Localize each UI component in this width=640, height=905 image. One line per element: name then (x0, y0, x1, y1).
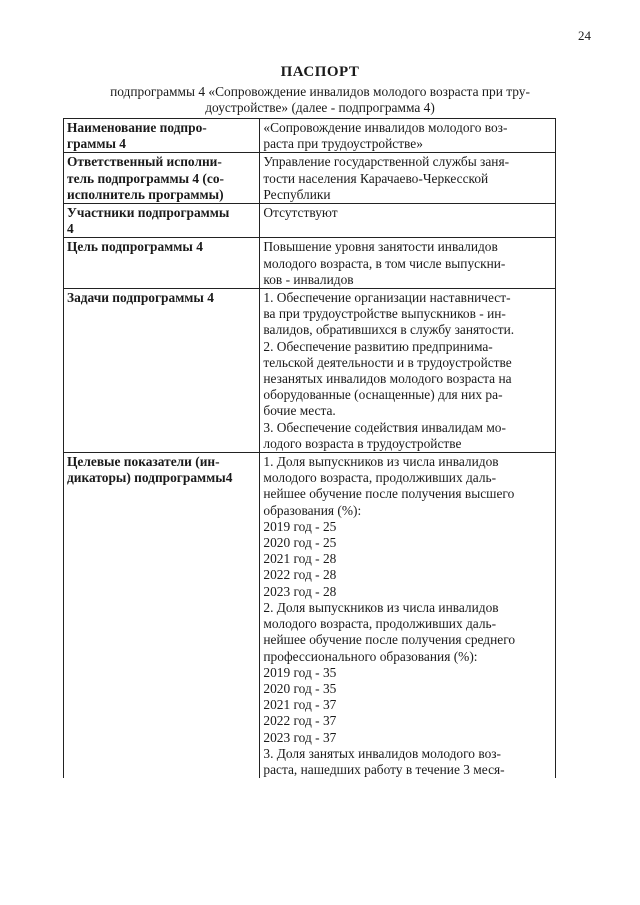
row-label-line: Задачи подпрограммы 4 (67, 290, 214, 306)
row-value-cell (260, 119, 556, 153)
row-value-line: молодого возраста, продолживших даль- (263, 470, 497, 486)
row-label-cell (64, 119, 260, 153)
row-value-line: 3. Обеспечение содействия инвалидам мо- (263, 419, 506, 435)
row-label-line: тель подпрограммы 4 (со- (67, 170, 224, 186)
row-value-line: ков - инвалидов (263, 271, 354, 287)
row-value-line: валидов, обратившихся в службу занятости. (263, 322, 515, 338)
passport-table (63, 118, 556, 778)
row-value-line: 2020 год - 35 (263, 680, 337, 696)
row-label-line: Цель подпрограммы 4 (67, 239, 203, 255)
row-value-line: нейшее обучение после получения среднего (263, 632, 516, 648)
row-value-line: лодого возраста в трудоустройстве (263, 435, 462, 451)
row-value-line: 2023 год - 37 (263, 729, 337, 745)
row-value-line: 2. Доля выпускников из числа инвалидов (263, 599, 499, 615)
table-row (64, 289, 556, 453)
row-label-cell (64, 153, 260, 204)
row-value-line: 2021 год - 28 (263, 551, 337, 567)
row-value-cell (260, 289, 556, 453)
row-label-cell (64, 204, 260, 238)
page-title: ПАСПОРТ (280, 64, 360, 80)
row-label-line: Целевые показатели (ин- (67, 454, 220, 470)
row-value-line: 2022 год - 28 (263, 567, 337, 583)
row-value-line: 2020 год - 25 (263, 535, 337, 551)
table-row (64, 153, 556, 204)
table-row (64, 119, 556, 153)
row-value-line: раста при трудоустройстве» (263, 136, 423, 152)
row-value-line: оборудованные (оснащенные) для них ра- (263, 387, 503, 403)
row-value-line: 2. Обеспечение развитию предпринима- (263, 338, 493, 354)
row-label-line: Ответственный исполни- (67, 154, 222, 170)
row-value-line: профессионального образования (%): (263, 648, 478, 664)
table-row (64, 453, 556, 779)
row-label-cell (64, 289, 260, 453)
row-value-line: 1. Обеспечение организации наставничест- (263, 290, 511, 306)
row-value-line: тельской деятельности и в трудоустройстве (263, 354, 512, 370)
row-value-cell (260, 238, 556, 289)
row-value-cell (260, 453, 556, 779)
row-value-line: молодого возраста, в том числе выпускни- (263, 255, 506, 271)
row-value-line: 2021 год - 37 (263, 697, 337, 713)
row-value-line: Повышение уровня занятости инвалидов (263, 239, 498, 255)
row-value-line: нейшее обучение после получения высшего (263, 486, 515, 502)
row-value-line: 2022 год - 37 (263, 713, 337, 729)
subtitle-line: доустройстве» (далее - подпрограмма 4) (205, 100, 435, 115)
row-value-line: Отсутствуют (263, 205, 338, 221)
row-value-line: тости населения Карачаево-Черкесской (263, 170, 489, 186)
page-number: 24 (578, 28, 591, 43)
subtitle-line: подпрограммы 4 «Сопровождение инвалидов молодого возраста при тру- (110, 84, 530, 99)
row-label-cell (64, 453, 260, 779)
row-value-line: 2023 год - 28 (263, 583, 337, 599)
row-value-line: образования (%): (263, 502, 362, 518)
row-label-line: исполнитель программы) (67, 186, 224, 202)
row-value-line: бочие места. (263, 403, 336, 419)
page-subtitle (60, 84, 580, 116)
row-value-cell (260, 153, 556, 204)
row-value-line: ва при трудоустройстве выпускников - ин- (263, 306, 506, 322)
row-value-line: незанятых инвалидов молодого возраста на (263, 371, 512, 387)
table-row (64, 238, 556, 289)
row-value-line: 2019 год - 35 (263, 664, 337, 680)
row-label-line: дикаторы) подпрограммы4 (67, 470, 233, 486)
row-value-line: раста, нашедших работу в течение 3 меся- (263, 761, 505, 777)
row-label-line: Участники подпрограммы (67, 205, 230, 221)
row-value-cell (260, 204, 556, 238)
row-value-line: молодого возраста, продолживших даль- (263, 616, 497, 632)
table-row (64, 204, 556, 238)
row-label-line: граммы 4 (67, 136, 126, 152)
row-value-line: 2019 год - 25 (263, 518, 337, 534)
row-label-cell (64, 238, 260, 289)
row-value-line: «Сопровождение инвалидов молодого воз- (263, 120, 508, 135)
row-value-line: Управление государственной службы заня- (263, 154, 510, 170)
row-label-line: Наименование подпро- (67, 120, 207, 135)
row-value-line: 3. Доля занятых инвалидов молодого воз- (263, 745, 502, 761)
row-value-line: 1. Доля выпускников из числа инвалидов (263, 454, 499, 470)
row-label-line: 4 (67, 221, 74, 237)
row-value-line: Республики (263, 186, 331, 202)
